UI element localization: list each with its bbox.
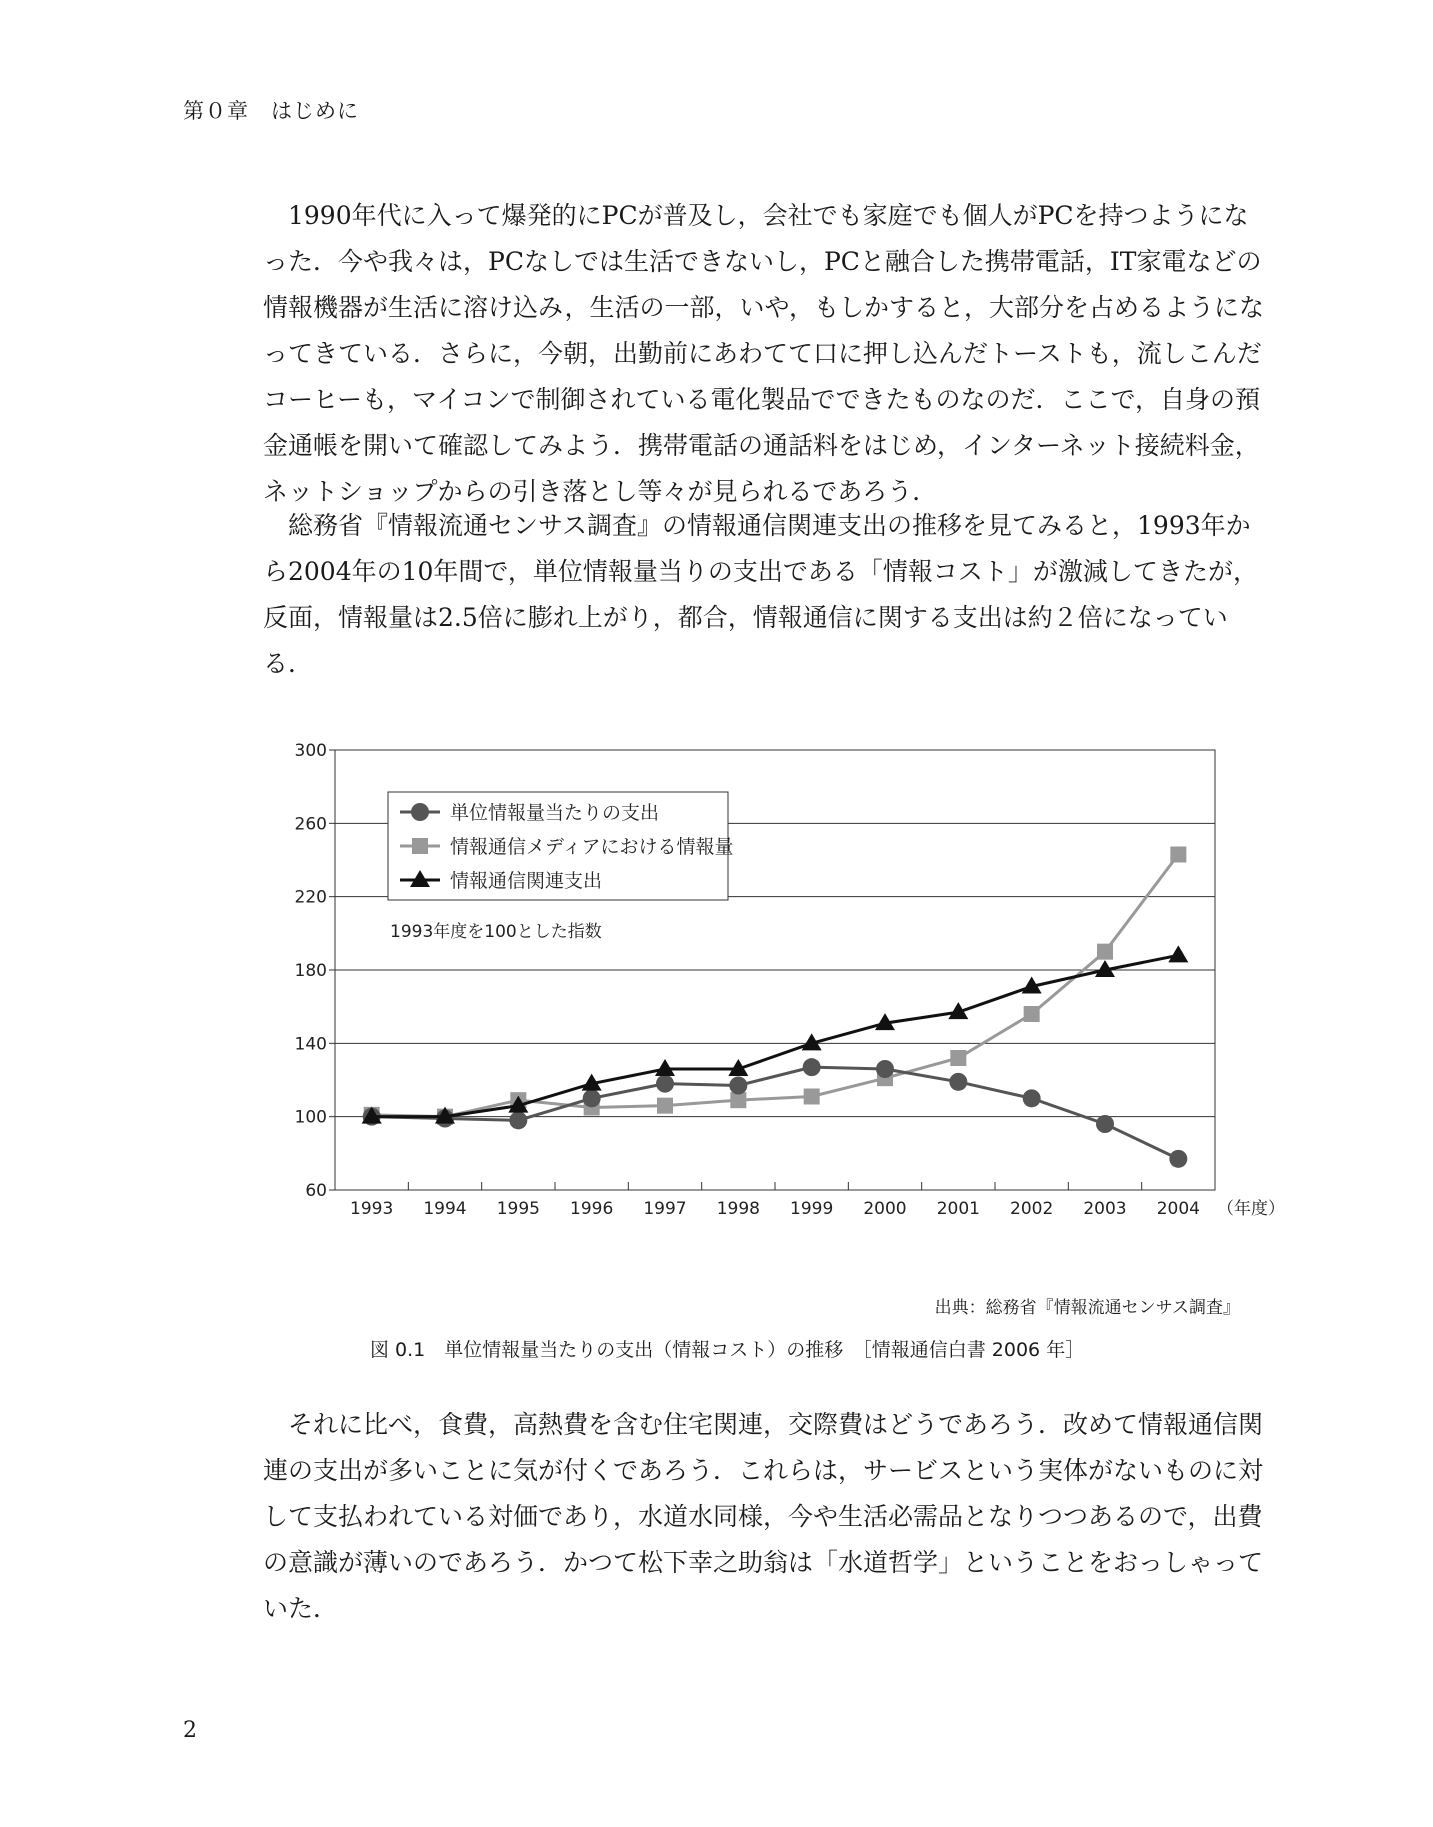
data-point <box>730 1092 746 1108</box>
data-point <box>804 1089 820 1105</box>
y-tick-label: 60 <box>305 1181 327 1201</box>
x-tick-label: 2000 <box>863 1199 907 1219</box>
x-tick-label: 1998 <box>716 1199 760 1219</box>
data-point <box>950 1050 966 1066</box>
data-point <box>411 803 429 821</box>
x-axis-unit: （年度） <box>1217 1199 1285 1219</box>
paragraph-2-text: 総務省『情報流通センサス調査』の情報通信関連支出の推移を見てみると，1993年から2004年の10年間で，単位情報量当りの支出である「情報コスト」が激減してきたが，反面，情報量は2.5倍に膨れ上がり，都合，情報通信に関する支出は約２倍になっている． <box>263 511 1258 678</box>
legend-label: 情報通信メディアにおける情報量 <box>450 836 734 858</box>
paragraph-3-text: それに比べ，食費，高熱費を含む住宅関連，交際費はどうであろう．改めて情報通信関連の支出が多いことに気が付くであろう．これらは，サービスという実体がないものに対して支払われている対価であり，水道水同様，今や生活必需品となりつつあるので，出費の意識が薄いのであろう．かつて松下幸之助翁は「水道哲学」ということをおっしゃっていた． <box>263 1410 1264 1623</box>
x-tick-label: 1995 <box>496 1199 540 1219</box>
paragraph-1-text: 1990年代に入って爆発的にPCが普及し，会社でも家庭でも個人がPCを持つようになった．今や我々は，PCなしでは生活できないし，PCと融合した携帯電話，IT家電などの情報機器が生活に溶け込み，生活の一部，いや，もしかすると，大部分を占めるようになってきている．さらに，今朝，出勤前にあわてて口に押し込んだトーストも，流しこんだコーヒーも，マイコンで制御されている電化製品でできたものなのだ．ここで，自身の預金通帳を開いて確認してみよう．携帯電話の通話料をはじめ，インターネット接続料金，ネットショップからの引き落とし等々が見られるであろう． <box>263 201 1265 506</box>
legend-label: 情報通信関連支出 <box>450 870 603 892</box>
x-tick-label: 1993 <box>350 1199 394 1219</box>
paragraph-3 <box>263 1402 1273 1632</box>
data-point <box>1096 1115 1114 1133</box>
chart-annotation: 1993年度を100とした指数 <box>390 922 602 942</box>
data-point <box>1024 1006 1040 1022</box>
x-tick-label: 1999 <box>790 1199 834 1219</box>
chapter-header: 第０章 はじめに <box>183 99 359 123</box>
x-tick-label: 1997 <box>643 1199 687 1219</box>
figure-caption: 図 0.1 単位情報量当たりの支出（情報コスト）の推移 ［情報通信白書 2006 年］ <box>370 1339 1085 1361</box>
data-point <box>412 838 428 854</box>
x-tick-label: 2004 <box>1156 1199 1200 1219</box>
data-point <box>509 1111 527 1129</box>
page-number: 2 <box>183 1718 197 1743</box>
y-tick-label: 180 <box>294 961 327 981</box>
data-point <box>583 1089 601 1107</box>
y-tick-label: 260 <box>294 814 327 835</box>
legend <box>388 792 733 900</box>
series-circle <box>363 1058 1188 1168</box>
data-point <box>876 1060 894 1078</box>
chart <box>280 740 1285 1300</box>
x-tick-label: 2002 <box>1010 1199 1054 1219</box>
data-point <box>729 1077 747 1095</box>
data-point <box>803 1058 821 1076</box>
data-point <box>949 1073 967 1091</box>
data-point <box>1023 1089 1041 1107</box>
x-tick-label: 2003 <box>1083 1199 1127 1219</box>
data-point <box>657 1098 673 1114</box>
series-line <box>372 1067 1179 1159</box>
data-point <box>1169 1150 1187 1168</box>
y-tick-label: 220 <box>294 887 327 908</box>
series-line <box>372 955 1179 1116</box>
chart-source: 出典：総務省『情報流通センサス調査』 <box>934 1298 1240 1318</box>
paragraph-1 <box>263 193 1273 515</box>
x-tick-label: 1996 <box>570 1199 614 1219</box>
x-tick-label: 2001 <box>936 1199 980 1219</box>
data-point <box>656 1075 674 1093</box>
data-point <box>1168 945 1188 962</box>
data-point <box>1170 847 1186 863</box>
paragraph-2 <box>263 503 1273 687</box>
y-tick-label: 140 <box>294 1034 327 1055</box>
x-tick-label: 1994 <box>423 1199 467 1219</box>
data-point <box>1097 944 1113 960</box>
y-tick-label: 100 <box>294 1107 327 1128</box>
legend-label: 単位情報量当たりの支出 <box>450 802 660 824</box>
y-tick-label: 300 <box>294 741 327 761</box>
